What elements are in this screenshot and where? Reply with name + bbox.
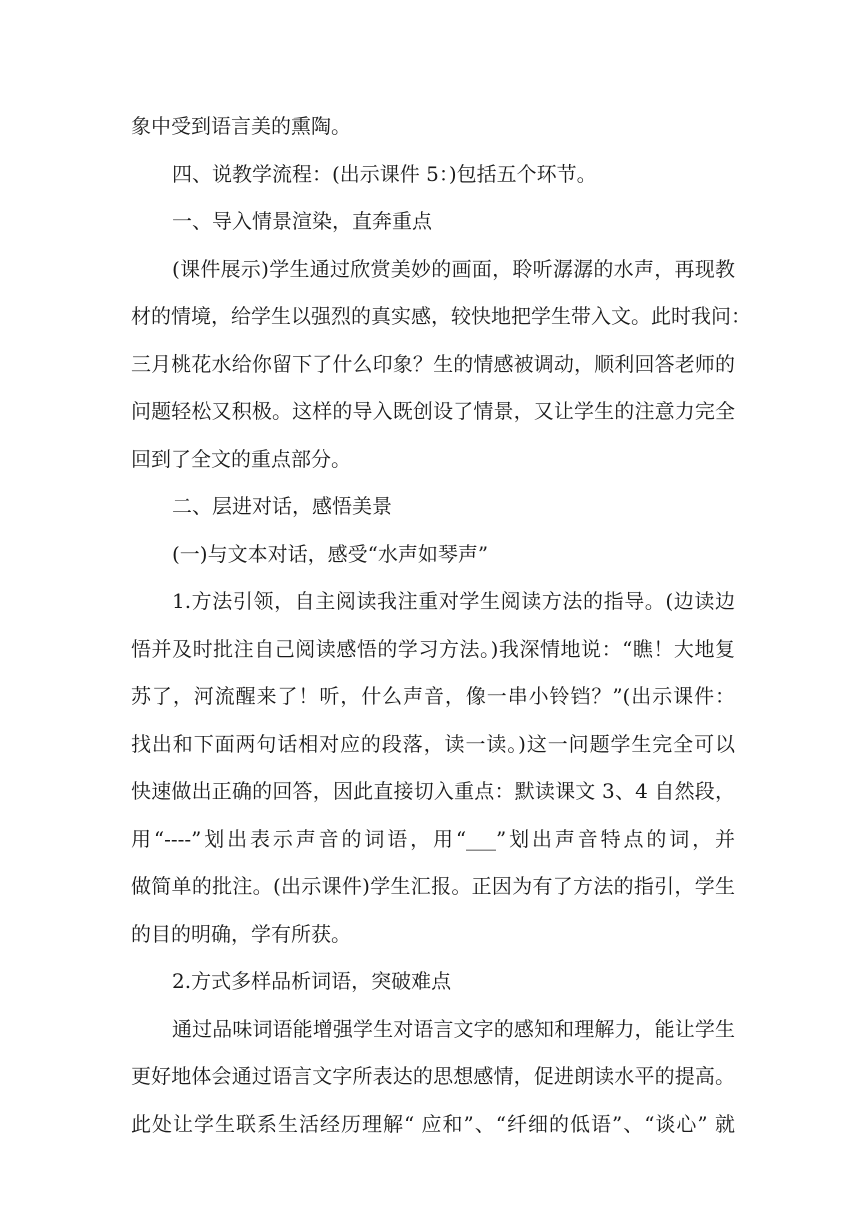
paragraph-line: 问题轻松又积极。这样的导入既创设了情景，又让学生的注意力完全	[131, 399, 735, 423]
paragraph-line: 材的情境，给学生以强烈的真实感，较快地把学生带入文。此时我问：	[131, 304, 751, 328]
paragraph-line: 回到了全文的重点部分。	[131, 446, 351, 471]
document-body	[131, 103, 751, 1148]
paragraph-line: 做简单的批注。(出示课件)学生汇报。正因为有了方法的指引，学生	[131, 874, 735, 898]
paragraph-line: 快速做出正确的回答，因此直接切入重点：默读课文 3、4 自然段，	[131, 779, 735, 803]
paragraph-line: 三月桃花水给你留下了什么印象？生的情感被调动，顺利回答老师的	[131, 351, 735, 376]
subsection-heading: 2.方式多样品析词语，突破难点	[172, 969, 452, 993]
section-heading: 二、层进对话，感悟美景	[172, 494, 392, 518]
paragraph-line: 找出和下面两句话相对应的段落，读一读。)这一问题学生完全可以	[131, 731, 735, 756]
paragraph-line: 的目的明确，学有所获。	[131, 921, 351, 946]
paragraph-line: (课件展示)学生通过欣赏美妙的画面，聆听潺潺的水声，再现教	[172, 256, 735, 281]
paragraph-line: 悟并及时批注自己阅读感悟的学习方法。)我深情地说：“瞧！大地复	[131, 636, 735, 661]
paragraph-line: 苏了，河流醒来了！听，什么声音，像一串小铃铛？”(出示课件：	[131, 684, 735, 708]
paragraph-line: 用“----”划出表示声音的词语，用“___”划出声音特点的词，并	[131, 826, 735, 851]
paragraph-line: 1.方法引领，自主阅读我注重对学生阅读方法的指导。(边读边	[172, 589, 735, 613]
paragraph-line: 更好地体会通过语言文字所表达的思想感情，促进朗读水平的提高。	[131, 1064, 735, 1088]
paragraph-line: 通过品味词语能增强学生对语言文字的感知和理解力，能让学生	[172, 1016, 735, 1041]
paragraph-line: 此处让学生联系生活经历理解“ 应和”、“纤细的低语”、“谈心” 就	[131, 1111, 735, 1136]
section-heading: 一、导入情景渲染，直奔重点	[172, 209, 432, 233]
subsection-heading: (一)与文本对话，感受“水声如琴声”	[172, 541, 489, 566]
paragraph-line: 象中受到语言美的熏陶。	[131, 114, 351, 138]
section-heading: 四、说教学流程：(出示课件 5：)包括五个环节。	[172, 161, 597, 186]
